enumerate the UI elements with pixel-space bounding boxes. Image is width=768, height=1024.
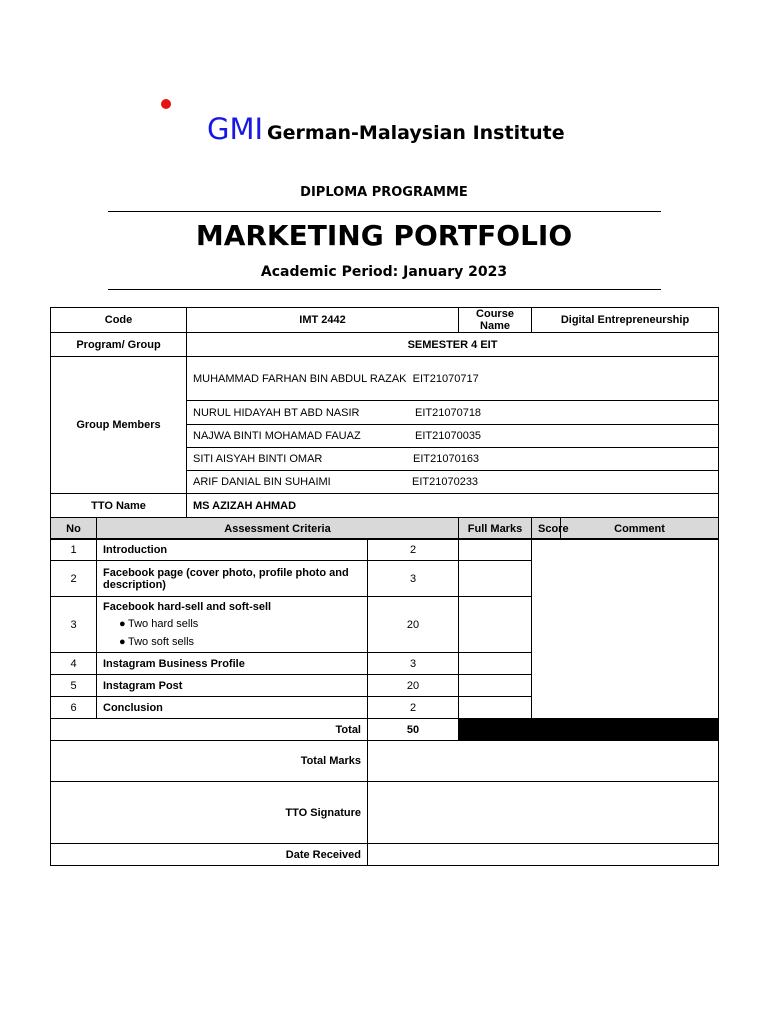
member-id: EIT21070163 bbox=[413, 453, 480, 465]
header-criteria: Assessment Criteria bbox=[97, 518, 459, 540]
top-divider bbox=[108, 211, 661, 212]
score-cell[interactable] bbox=[459, 597, 532, 653]
page-title: MARKETING PORTFOLIO bbox=[195, 219, 573, 252]
course-name-value: Digital Entrepreneurship bbox=[532, 308, 719, 333]
programme-heading: DIPLOMA PROGRAMME bbox=[300, 185, 468, 200]
date-received-label: Date Received bbox=[51, 844, 368, 866]
academic-period: Academic Period: January 2023 bbox=[260, 264, 508, 280]
criteria-table bbox=[50, 538, 719, 866]
header-comment: Comment bbox=[561, 518, 719, 540]
member-cell bbox=[187, 471, 719, 494]
course-name-label: Course Name bbox=[459, 308, 532, 333]
blacked-out-cell bbox=[459, 719, 719, 741]
row-no: 1 bbox=[51, 539, 97, 561]
row-full-marks: 2 bbox=[368, 697, 459, 719]
score-cell[interactable] bbox=[459, 653, 532, 675]
score-cell[interactable] bbox=[459, 561, 532, 597]
row-criteria: Instagram Business Profile bbox=[97, 653, 368, 675]
member-name: MUHAMMAD FARHAN BIN ABDUL RAZAK bbox=[193, 372, 407, 385]
date-received-field[interactable] bbox=[368, 844, 719, 866]
member-id: EIT21070717 bbox=[412, 372, 479, 385]
row-criteria: Facebook page (cover photo, profile photo and description) bbox=[97, 561, 368, 597]
member-cell bbox=[187, 401, 719, 425]
row-criteria: Facebook hard-sell and soft-sell bbox=[103, 600, 272, 613]
member-name: SITI AISYAH BINTI OMAR bbox=[193, 453, 323, 465]
row-criteria: Conclusion bbox=[97, 697, 368, 719]
tto-signature-field[interactable] bbox=[368, 782, 719, 844]
score-cell[interactable] bbox=[459, 675, 532, 697]
code-value: IMT 2442 bbox=[187, 308, 459, 333]
row-no: 3 bbox=[51, 597, 97, 653]
date-received-row bbox=[51, 844, 719, 866]
group-members-label: Group Members bbox=[51, 357, 187, 494]
row-criteria: Instagram Post bbox=[97, 675, 368, 697]
red-dot-mark bbox=[161, 99, 171, 109]
bullet-icon: ● bbox=[119, 635, 126, 648]
member-id: EIT21070718 bbox=[415, 406, 482, 419]
tto-name-label: TTO Name bbox=[51, 494, 187, 518]
member-cell bbox=[187, 425, 719, 448]
row-criteria: Introduction bbox=[97, 539, 368, 561]
assessment-form-table bbox=[50, 307, 719, 540]
info-row-program bbox=[51, 333, 719, 357]
header-score: Score bbox=[532, 518, 561, 540]
tto-signature-row bbox=[51, 782, 719, 844]
score-cell[interactable] bbox=[459, 539, 532, 561]
member-row bbox=[51, 357, 719, 401]
code-label: Code bbox=[51, 308, 187, 333]
score-cell[interactable] bbox=[459, 697, 532, 719]
row-full-marks: 2 bbox=[368, 539, 459, 561]
row-no: 5 bbox=[51, 675, 97, 697]
member-id: EIT21070233 bbox=[412, 476, 479, 488]
total-marks-label: Total Marks bbox=[51, 741, 368, 782]
row-full-marks: 20 bbox=[368, 597, 459, 653]
row-no: 6 bbox=[51, 697, 97, 719]
total-row bbox=[51, 719, 719, 741]
row-no: 4 bbox=[51, 653, 97, 675]
header-full-marks: Full Marks bbox=[459, 518, 532, 540]
member-cell bbox=[187, 357, 719, 401]
total-value: 50 bbox=[368, 719, 459, 741]
row-full-marks: 3 bbox=[368, 653, 459, 675]
header-no: No bbox=[51, 518, 97, 540]
tto-name-value: MS AZIZAH AHMAD bbox=[187, 494, 719, 518]
institute-name: German-Malaysian Institute bbox=[267, 122, 565, 144]
bottom-divider bbox=[108, 289, 661, 290]
comment-cell[interactable] bbox=[532, 539, 719, 719]
program-label: Program/ Group bbox=[51, 333, 187, 357]
program-value: SEMESTER 4 EIT bbox=[187, 333, 719, 357]
member-name: NAJWA BINTI MOHAMAD FAUAZ bbox=[193, 430, 361, 442]
list-item bbox=[103, 615, 361, 633]
member-id: EIT21070035 bbox=[415, 430, 482, 442]
row-criteria-cell bbox=[97, 597, 368, 653]
assessment-header-row bbox=[51, 518, 719, 540]
list-item bbox=[103, 633, 361, 651]
institute-logo bbox=[207, 112, 565, 146]
tto-signature-label: TTO Signature bbox=[51, 782, 368, 844]
subitem-text: Two hard sells bbox=[128, 617, 199, 630]
info-row-code bbox=[51, 308, 719, 333]
row-no: 2 bbox=[51, 561, 97, 597]
table-row bbox=[51, 539, 719, 561]
total-marks-row bbox=[51, 741, 719, 782]
total-label: Total bbox=[51, 719, 368, 741]
logo-abbreviation: GMI bbox=[207, 112, 264, 146]
bullet-icon: ● bbox=[119, 617, 126, 630]
member-cell bbox=[187, 448, 719, 471]
info-row-tto bbox=[51, 494, 719, 518]
row-full-marks: 3 bbox=[368, 561, 459, 597]
row-full-marks: 20 bbox=[368, 675, 459, 697]
member-name: ARIF DANIAL BIN SUHAIMI bbox=[193, 476, 331, 488]
total-marks-field[interactable] bbox=[368, 741, 719, 782]
member-name: NURUL HIDAYAH BT ABD NASIR bbox=[193, 406, 360, 419]
criteria-subitems bbox=[103, 615, 361, 651]
subitem-text: Two soft sells bbox=[128, 635, 195, 648]
